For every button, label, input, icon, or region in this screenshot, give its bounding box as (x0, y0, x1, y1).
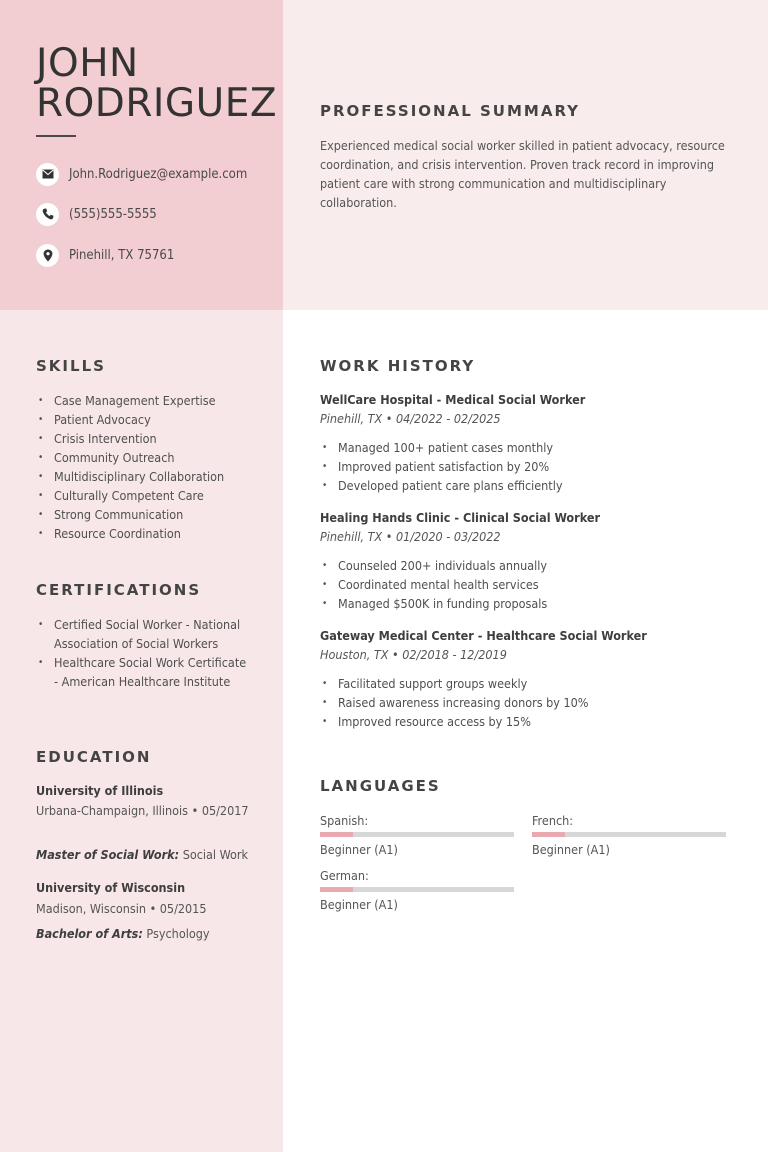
main-panel (283, 310, 768, 1152)
list-item: • Multidisciplinary Collaboration (36, 467, 266, 486)
certifications-list (36, 615, 251, 691)
envelope-icon (36, 163, 59, 186)
list-item: • Patient Advocacy (36, 410, 266, 429)
list-item: • Managed $500K in funding proposals (320, 594, 740, 613)
language-level: Beginner (A1) (532, 842, 610, 857)
contact-phone[interactable] (36, 202, 276, 226)
name-divider (36, 135, 76, 137)
list-item: • Culturally Competent Care (36, 486, 266, 505)
list-item: • Facilitated support groups weekly (320, 674, 740, 693)
job-title: Gateway Medical Center - Healthcare Social Worker (320, 628, 647, 643)
first-name: JOHN (36, 41, 139, 86)
list-item: • Strong Communication (36, 505, 266, 524)
phone-icon (36, 203, 59, 226)
location-pin-icon (36, 244, 59, 267)
education-school: University of Wisconsin (36, 880, 186, 895)
list-item: • Community Outreach (36, 448, 266, 467)
list-item: • Coordinated mental health services (320, 575, 740, 594)
location-text: Pinehill, TX 75761 (69, 247, 175, 263)
list-item: • Improved resource access by 15% (320, 712, 740, 731)
language-item (320, 868, 514, 912)
language-item (532, 813, 726, 857)
list-item: • Healthcare Social Work Certificate - American Healthcare Institute (36, 653, 251, 691)
language-level: Beginner (A1) (320, 897, 398, 912)
phone-text: (555)555-5555 (69, 206, 157, 222)
languages-heading: LANGUAGES (320, 777, 441, 795)
list-item: • Managed 100+ patient cases monthly (320, 438, 740, 457)
degree-name: Bachelor of Arts: (36, 926, 143, 941)
contact-location (36, 243, 276, 267)
last-name: RODRIGUEZ (36, 81, 278, 126)
education-school: University of Illinois (36, 783, 164, 798)
proficiency-bar (320, 887, 514, 892)
list-item: • Resource Coordination (36, 524, 266, 543)
degree-field: Psychology (142, 926, 210, 941)
job-bullets (320, 438, 740, 495)
education-heading: EDUCATION (36, 748, 152, 766)
job-meta: Pinehill, TX • 01/2020 - 03/2022 (320, 529, 501, 544)
education-degree (36, 847, 248, 862)
contact-email[interactable] (36, 162, 276, 186)
language-item (320, 813, 514, 857)
skills-heading: SKILLS (36, 357, 106, 375)
proficiency-fill (320, 832, 353, 837)
language-name: Spanish: (320, 813, 369, 828)
summary-heading: PROFESSIONAL SUMMARY (320, 102, 581, 120)
education-location: Madison, Wisconsin • 05/2015 (36, 901, 207, 916)
job-bullets (320, 674, 740, 731)
job-bullets (320, 556, 740, 613)
candidate-name (36, 41, 278, 126)
list-item: • Case Management Expertise (36, 391, 266, 410)
degree-name: Master of Social Work: (36, 847, 180, 862)
work-history-heading: WORK HISTORY (320, 357, 476, 375)
language-name: French: (532, 813, 574, 828)
list-item: • Developed patient care plans efficiently (320, 476, 740, 495)
email-text: John.Rodriguez@example.com (69, 166, 248, 182)
language-level: Beginner (A1) (320, 842, 398, 857)
list-item: • Crisis Intervention (36, 429, 266, 448)
certifications-heading: CERTIFICATIONS (36, 581, 202, 599)
skills-list (36, 391, 266, 543)
proficiency-bar (320, 832, 514, 837)
proficiency-fill (320, 887, 353, 892)
list-item: • Raised awareness increasing donors by 10% (320, 693, 740, 712)
degree-field: Social Work (179, 847, 249, 862)
job-meta: Pinehill, TX • 04/2022 - 02/2025 (320, 411, 501, 426)
summary-text: Experienced medical social worker skilled in patient advocacy, resource coordination, and crisis intervention. Proven track record in improving patient care with strong communication and multidisciplinary collaboration. (320, 138, 725, 210)
job-title: WellCare Hospital - Medical Social Worker (320, 392, 586, 407)
job-meta: Houston, TX • 02/2018 - 12/2019 (320, 647, 507, 662)
proficiency-fill (532, 832, 565, 837)
list-item: • Improved patient satisfaction by 20% (320, 457, 740, 476)
list-item: • Certified Social Worker - National Association of Social Workers (36, 615, 251, 653)
list-item: • Counseled 200+ individuals annually (320, 556, 740, 575)
proficiency-bar (532, 832, 726, 837)
job-title: Healing Hands Clinic - Clinical Social Worker (320, 510, 601, 525)
education-degree (36, 926, 210, 941)
education-location: Urbana-Champaign, Illinois • 05/2017 (36, 803, 249, 818)
language-name: German: (320, 868, 369, 883)
